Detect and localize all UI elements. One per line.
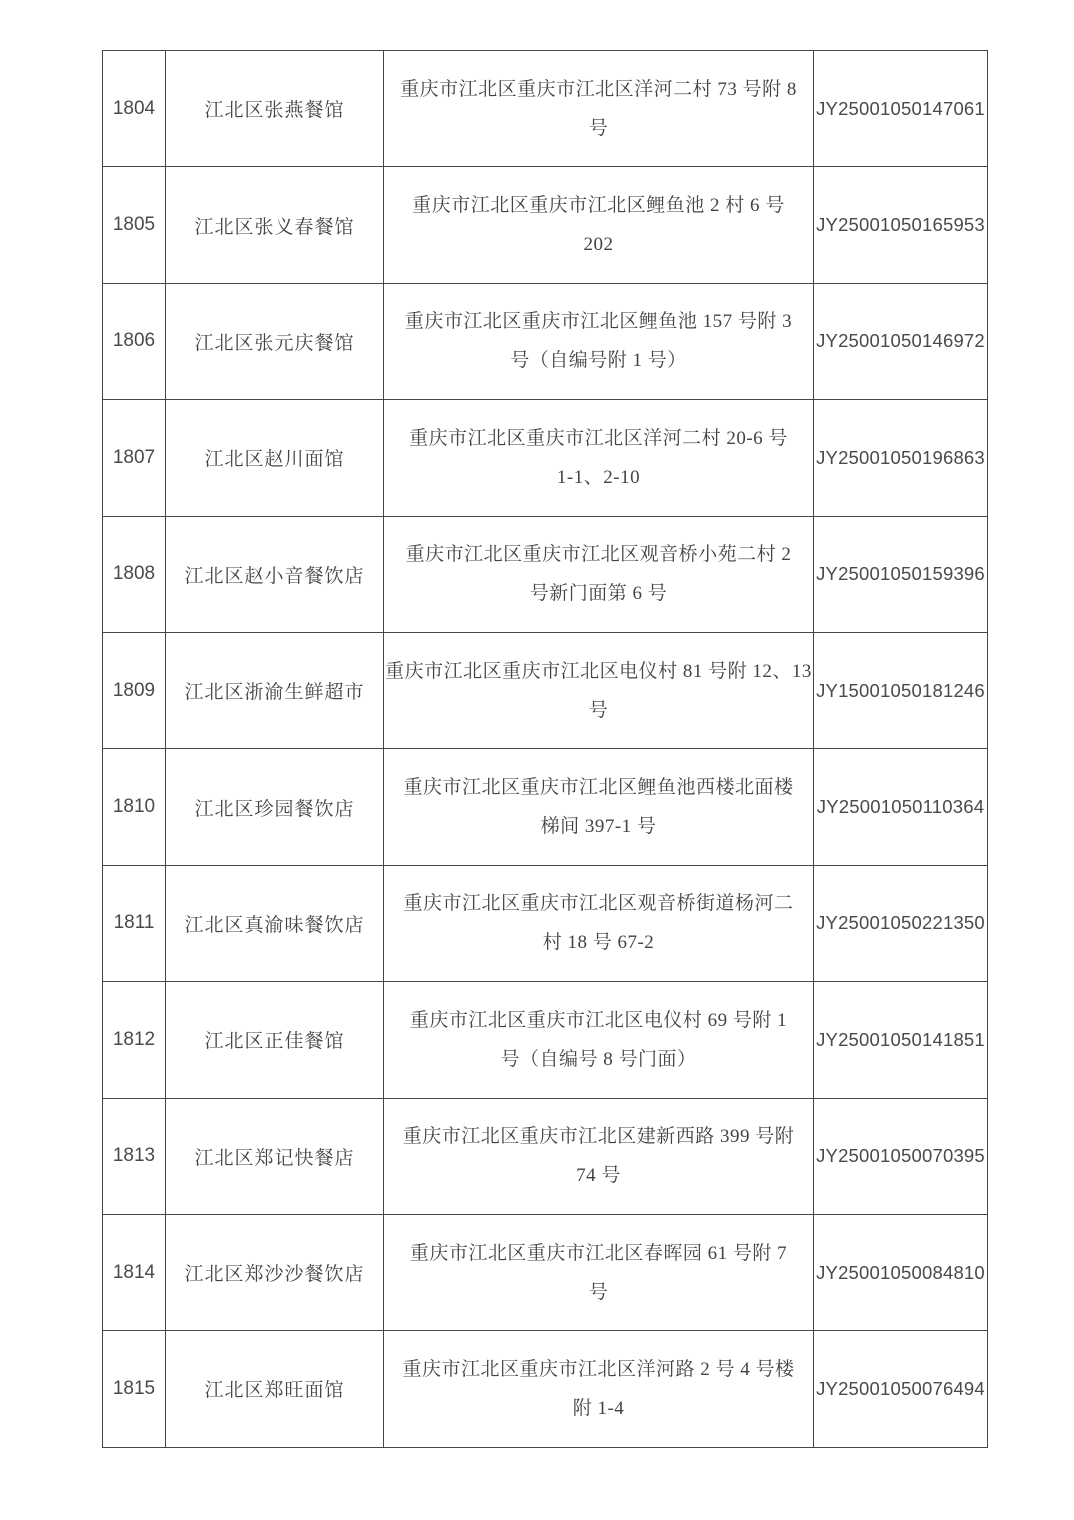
- business-name-cell: 江北区珍园餐饮店: [166, 749, 384, 865]
- address-line: 1-1、2-10: [556, 466, 641, 488]
- address-cell: [384, 400, 814, 516]
- address-line: 重庆市江北区重庆市江北区建新西路 399 号附: [402, 1126, 795, 1148]
- license-number-cell: JY25001050141851: [814, 982, 988, 1098]
- row-number-cell: 1805: [103, 167, 166, 283]
- row-number-cell: 1810: [103, 749, 166, 865]
- license-number-cell: JY25001050221350: [814, 865, 988, 981]
- address-line: 重庆市江北区重庆市江北区观音桥小苑二村 2: [405, 544, 792, 566]
- address-line: 重庆市江北区重庆市江北区鲤鱼池 2 村 6 号: [412, 195, 785, 217]
- business-license-table: [102, 50, 988, 1448]
- table-row: [103, 167, 988, 283]
- table-body: [103, 51, 988, 1448]
- address-cell: [384, 51, 814, 167]
- row-number-cell: 1806: [103, 283, 166, 399]
- business-name-cell: 江北区郑旺面馆: [166, 1331, 384, 1447]
- row-number-cell: 1804: [103, 51, 166, 167]
- address-line: 重庆市江北区重庆市江北区洋河二村 20-6 号: [409, 427, 788, 449]
- table-row: [103, 632, 988, 748]
- row-number-cell: 1811: [103, 865, 166, 981]
- row-number-cell: 1807: [103, 400, 166, 516]
- address-line: 202: [583, 234, 614, 256]
- table-row: [103, 51, 988, 167]
- address-line: 号: [588, 117, 609, 139]
- address-line: 重庆市江北区重庆市江北区电仪村 81 号附 12、13: [385, 660, 812, 682]
- row-number-cell: 1813: [103, 1098, 166, 1214]
- business-name-cell: 江北区郑记快餐店: [166, 1098, 384, 1214]
- table-row: [103, 516, 988, 632]
- address-cell: [384, 516, 814, 632]
- license-number-cell: JY25001050076494: [814, 1331, 988, 1447]
- license-number-cell: JY25001050070395: [814, 1098, 988, 1214]
- address-line: 号: [588, 699, 609, 721]
- license-number-cell: JY25001050196863: [814, 400, 988, 516]
- license-number-cell: JY25001050084810: [814, 1214, 988, 1330]
- row-number-cell: 1815: [103, 1331, 166, 1447]
- license-number-cell: JY25001050159396: [814, 516, 988, 632]
- address-line: 号（自编号附 1 号）: [510, 350, 687, 372]
- address-cell: [384, 982, 814, 1098]
- business-name-cell: 江北区浙渝生鲜超市: [166, 632, 384, 748]
- business-name-cell: 江北区张义春餐馆: [166, 167, 384, 283]
- address-line: 号新门面第 6 号: [529, 583, 668, 605]
- row-number-cell: 1809: [103, 632, 166, 748]
- table-row: [103, 1331, 988, 1447]
- table-row: [103, 865, 988, 981]
- address-line: 重庆市江北区重庆市江北区洋河二村 73 号附 8: [400, 78, 797, 100]
- table-row: [103, 749, 988, 865]
- row-number-cell: 1814: [103, 1214, 166, 1330]
- address-line: 重庆市江北区重庆市江北区鲤鱼池西楼北面楼: [403, 777, 794, 799]
- license-number-cell: JY25001050147061: [814, 51, 988, 167]
- address-line: 重庆市江北区重庆市江北区鲤鱼池 157 号附 3: [404, 311, 793, 333]
- address-line: 重庆市江北区重庆市江北区观音桥街道杨河二: [403, 893, 794, 915]
- business-name-cell: 江北区赵小音餐饮店: [166, 516, 384, 632]
- address-cell: [384, 632, 814, 748]
- license-number-cell: JY15001050181246: [814, 632, 988, 748]
- table-row: [103, 1214, 988, 1330]
- table-row: [103, 283, 988, 399]
- address-cell: [384, 749, 814, 865]
- address-cell: [384, 865, 814, 981]
- business-name-cell: 江北区真渝味餐饮店: [166, 865, 384, 981]
- address-line: 梯间 397-1 号: [540, 816, 657, 838]
- row-number-cell: 1808: [103, 516, 166, 632]
- license-number-cell: JY25001050110364: [814, 749, 988, 865]
- address-line: 重庆市江北区重庆市江北区洋河路 2 号 4 号楼: [402, 1358, 795, 1380]
- license-number-cell: JY25001050165953: [814, 167, 988, 283]
- table-row: [103, 982, 988, 1098]
- address-line: 74 号: [576, 1165, 621, 1187]
- address-cell: [384, 1214, 814, 1330]
- table-row: [103, 400, 988, 516]
- license-number-cell: JY25001050146972: [814, 283, 988, 399]
- business-name-cell: 江北区张元庆餐馆: [166, 283, 384, 399]
- address-line: 号（自编号 8 号门面）: [500, 1048, 697, 1070]
- address-line: 重庆市江北区重庆市江北区电仪村 69 号附 1: [409, 1009, 788, 1031]
- business-name-cell: 江北区郑沙沙餐饮店: [166, 1214, 384, 1330]
- address-line: 重庆市江北区重庆市江北区春晖园 61 号附 7: [409, 1242, 788, 1264]
- address-cell: [384, 1331, 814, 1447]
- table-row: [103, 1098, 988, 1214]
- business-name-cell: 江北区正佳餐馆: [166, 982, 384, 1098]
- address-cell: [384, 283, 814, 399]
- address-line: 号: [588, 1281, 609, 1303]
- address-line: 附 1-4: [572, 1397, 625, 1419]
- business-name-cell: 江北区赵川面馆: [166, 400, 384, 516]
- row-number-cell: 1812: [103, 982, 166, 1098]
- address-cell: [384, 167, 814, 283]
- address-line: 村 18 号 67-2: [542, 932, 655, 954]
- business-name-cell: 江北区张燕餐馆: [166, 51, 384, 167]
- address-cell: [384, 1098, 814, 1214]
